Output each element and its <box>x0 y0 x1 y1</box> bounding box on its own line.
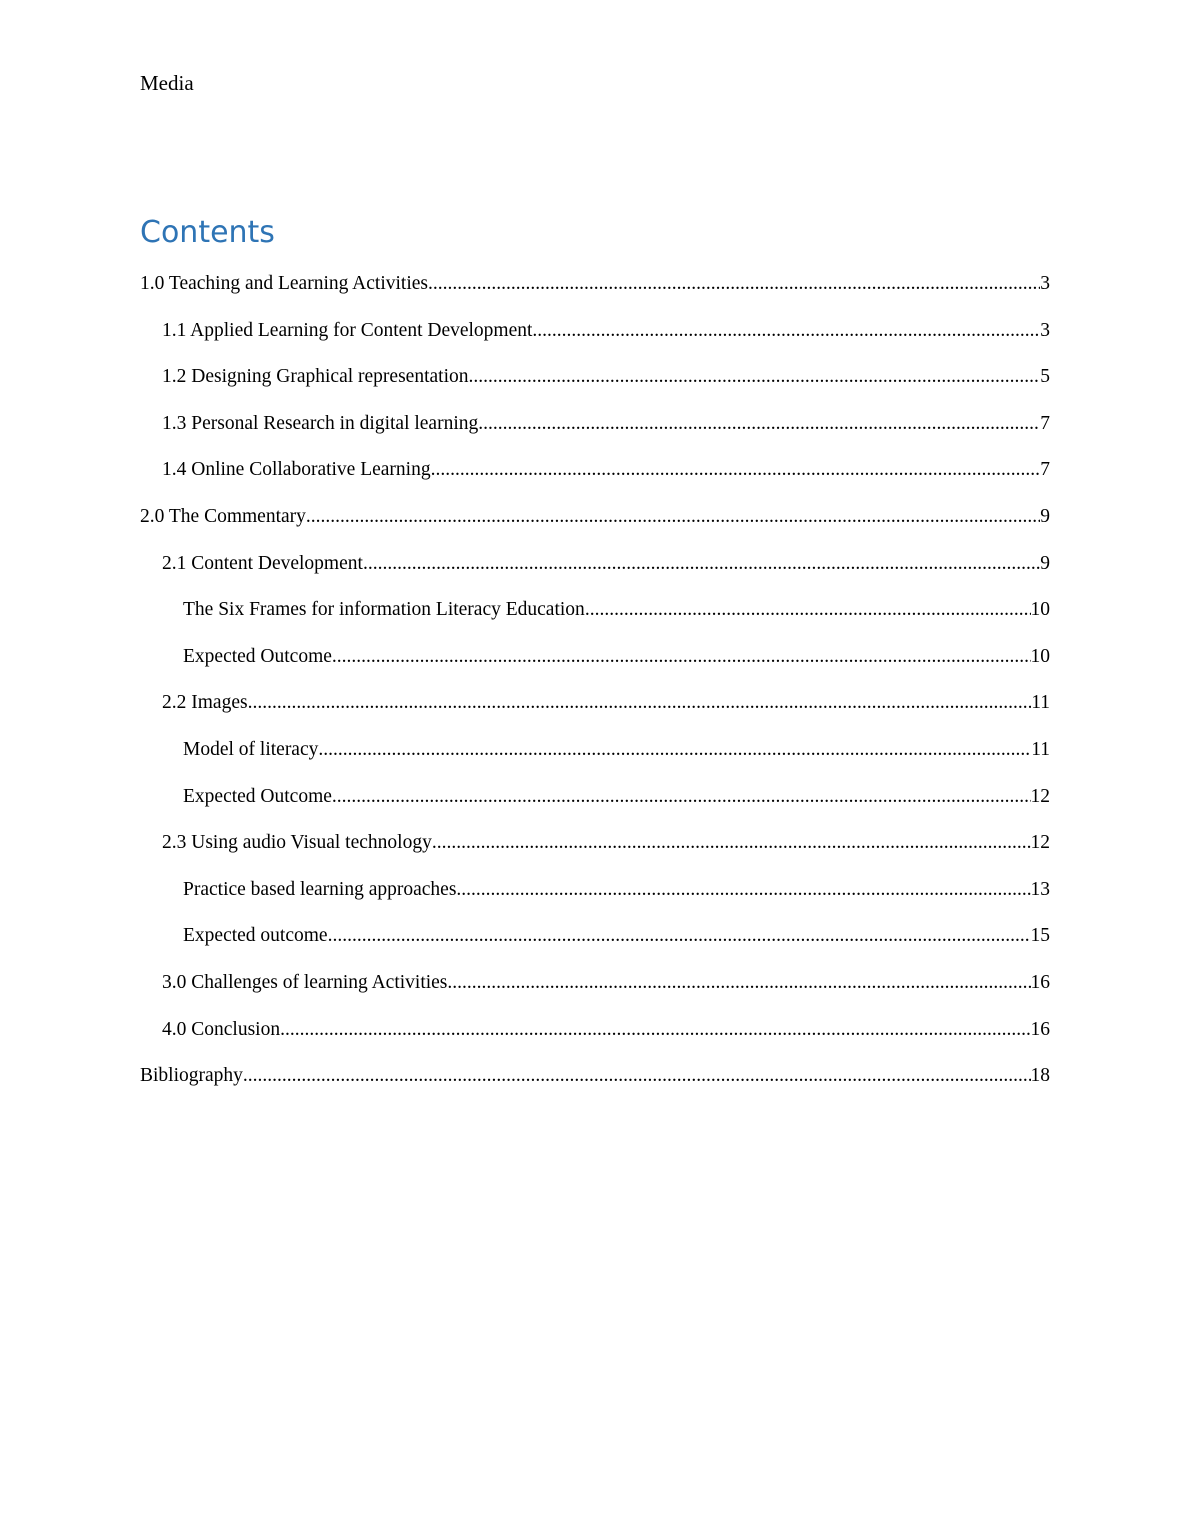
toc-entry-title: Model of literacy <box>183 738 319 760</box>
toc-entry[interactable] <box>140 876 1050 923</box>
toc-entry[interactable] <box>140 736 1050 783</box>
toc-dot-leader <box>328 922 1031 950</box>
toc-entry-page-number: 11 <box>1031 738 1050 760</box>
toc-dot-leader <box>280 1016 1030 1044</box>
table-of-contents <box>140 270 1050 1109</box>
toc-entry-page-number: 12 <box>1030 785 1050 807</box>
toc-entry-title: Expected Outcome <box>183 645 332 667</box>
toc-dot-leader <box>243 1062 1031 1090</box>
toc-entry-title: Expected outcome <box>183 925 328 947</box>
toc-dot-leader <box>432 829 1031 857</box>
toc-entry[interactable] <box>140 689 1050 736</box>
toc-dot-leader <box>431 456 1041 484</box>
toc-entry[interactable] <box>140 1016 1050 1063</box>
toc-dot-leader <box>478 410 1040 438</box>
toc-entry[interactable] <box>140 922 1050 969</box>
toc-entry-page-number: 7 <box>1040 459 1050 481</box>
toc-entry-title: 2.0 The Commentary <box>140 505 306 527</box>
toc-dot-leader <box>306 503 1040 531</box>
toc-entry-page-number: 15 <box>1030 925 1050 947</box>
toc-dot-leader <box>469 363 1041 391</box>
toc-entry-title: 1.0 Teaching and Learning Activities <box>140 273 428 294</box>
toc-dot-leader <box>532 317 1040 345</box>
toc-entry-page-number: 3 <box>1040 273 1050 294</box>
toc-entry-title: Practice based learning approaches <box>183 878 457 900</box>
toc-entry-title: Bibliography <box>140 1065 243 1087</box>
toc-dot-leader <box>248 689 1032 717</box>
toc-entry-title: 1.1 Applied Learning for Content Development <box>162 319 533 341</box>
toc-entry-title: 1.2 Designing Graphical representation <box>162 366 469 388</box>
toc-entry-title: 3.0 Challenges of learning Activities <box>162 971 448 993</box>
toc-dot-leader <box>318 736 1031 764</box>
toc-entry-page-number: 9 <box>1040 552 1050 574</box>
toc-entry-title: 4.0 Conclusion <box>162 1018 281 1040</box>
toc-entry-page-number: 3 <box>1040 319 1050 341</box>
toc-heading: Contents <box>140 215 275 250</box>
toc-dot-leader <box>447 969 1030 997</box>
toc-entry[interactable] <box>140 456 1050 503</box>
toc-entry[interactable] <box>140 503 1050 550</box>
toc-entry[interactable] <box>140 317 1050 364</box>
toc-entry-page-number: 10 <box>1030 645 1050 667</box>
toc-entry-title: 2.1 Content Development <box>162 552 363 574</box>
toc-entry[interactable] <box>140 829 1050 876</box>
toc-entry[interactable] <box>140 783 1050 830</box>
toc-entry[interactable] <box>140 270 1050 317</box>
toc-entry-title: 2.3 Using audio Visual technology <box>162 832 432 854</box>
toc-entry-page-number: 5 <box>1040 366 1050 388</box>
toc-entry-title: The Six Frames for information Literacy Education <box>183 599 585 621</box>
toc-dot-leader <box>428 270 1040 298</box>
toc-entry-page-number: 18 <box>1030 1065 1050 1087</box>
toc-entry-title: Expected Outcome <box>183 785 332 807</box>
page-header: Media <box>140 71 194 95</box>
toc-entry-page-number: 11 <box>1031 692 1050 714</box>
toc-entry-title: 2.2 Images <box>162 692 248 714</box>
toc-entry[interactable] <box>140 363 1050 410</box>
toc-entry-page-number: 10 <box>1030 599 1050 621</box>
toc-entry-title: 1.4 Online Collaborative Learning <box>162 459 431 481</box>
toc-entry[interactable] <box>140 596 1050 643</box>
toc-entry[interactable] <box>140 410 1050 457</box>
toc-entry[interactable] <box>140 969 1050 1016</box>
toc-entry-page-number: 16 <box>1030 1018 1050 1040</box>
toc-dot-leader <box>332 643 1031 671</box>
toc-entry-page-number: 9 <box>1040 505 1050 527</box>
toc-entry-page-number: 13 <box>1030 878 1050 900</box>
toc-entry-page-number: 16 <box>1030 971 1050 993</box>
toc-entry-title: 1.3 Personal Research in digital learning <box>162 412 479 434</box>
toc-entry[interactable] <box>140 1062 1050 1109</box>
toc-dot-leader <box>456 876 1030 904</box>
toc-dot-leader <box>332 783 1031 811</box>
toc-dot-leader <box>363 550 1040 578</box>
toc-dot-leader <box>585 596 1031 624</box>
toc-entry[interactable] <box>140 550 1050 597</box>
toc-entry-page-number: 12 <box>1030 832 1050 854</box>
toc-entry-page-number: 7 <box>1040 412 1050 434</box>
toc-entry[interactable] <box>140 643 1050 690</box>
